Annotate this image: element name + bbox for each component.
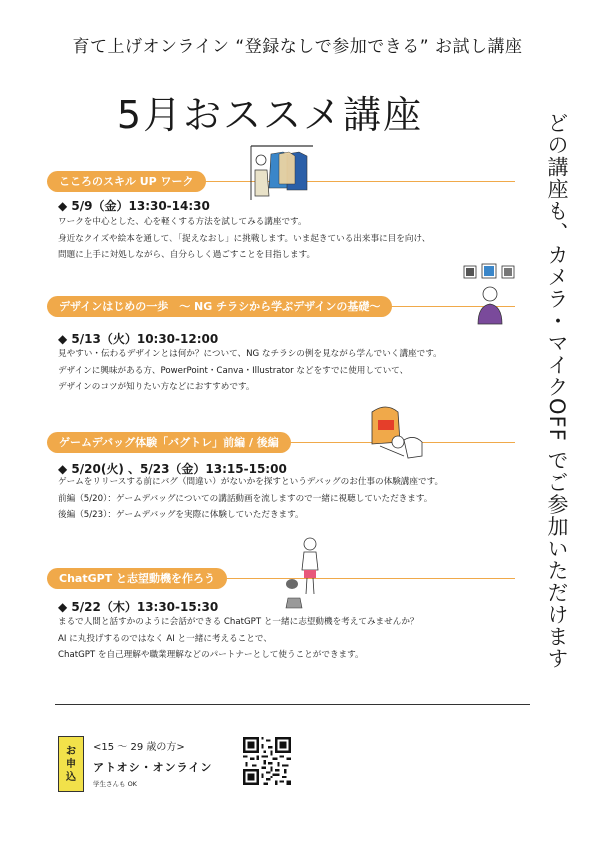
target-age: <15 ～ 29 歳の方> [93, 742, 185, 753]
apply-char-2: 申 [66, 758, 76, 770]
apply-char-3: 込 [66, 771, 76, 783]
course-3-line-1: ゲームをリリースする前にバグ（間違い）がないかを探すというデバッグのお仕事の体験講座です。 [58, 477, 444, 487]
course-2-date: ◆ 5/13（火）10:30-12:00 [58, 332, 219, 346]
course-4-title: ChatGPT と志望動機を作ろう [47, 568, 227, 589]
course-4-line-1: まるで人間と話すかのように会話ができる ChatGPT と一緒に志望動機を考えてみませんか？ [58, 617, 419, 627]
course-1-line-1: ワークを中心とした、心を軽くする方法を試してみる講座です。 [58, 217, 307, 227]
clothes-rack-illustration [243, 140, 319, 202]
course-4-description [58, 614, 419, 664]
course-2-line-2: デザインに興味がある方、PowerPoint・Canva・Illustrator などをすでに使用していて、 [58, 365, 409, 376]
course-1-line-3: 問題に上手に対処しながら、自分らしく過ごすことを目指します。 [58, 250, 316, 260]
page-subtitle: 育て上げオンライン “登録なしで参加できる” お試し講座 [72, 37, 523, 57]
organization-name: アトオシ・オンライン [93, 761, 213, 774]
course-1-title: こころのスキル UP ワーク [47, 171, 206, 192]
course-3-description [58, 474, 443, 524]
course-3-line-3: 後編（5/23）：ゲームデバッグを実際に体験していただきます。 [58, 510, 304, 520]
game-debug-illustration [368, 400, 430, 466]
apply-badge [58, 736, 84, 792]
course-2-title: デザインはじめの一歩 ～ NG チラシから学ぶデザインの基礎～ [47, 296, 392, 317]
course-4-line-3: ChatGPT を自己理解や職業理解などのパートナーとして使うことができます。 [58, 650, 364, 660]
chatgpt-person-cat-illustration [284, 536, 326, 610]
qr-code[interactable] [243, 737, 291, 785]
course-2-line-1: 見やすい・伝わるデザインとは何か？について、NG なチラシの例を見ながら学んでいく講座です。 [58, 349, 442, 359]
student-note: 学生さんも OK [93, 780, 137, 788]
course-4-line-2: AI に丸投げするのではなく AI と一緒に考えることで、 [58, 633, 272, 644]
designer-illustration [462, 262, 520, 332]
course-1-line-2: 身近なクイズや絵本を通して､「捉えなおし」に挑戦します。いま起きている出来事に目を向け、 [58, 233, 431, 244]
footer-divider [55, 704, 530, 705]
course-3-title: ゲームデバッグ体験「バグトレ」前編 / 後編 [47, 432, 291, 453]
page-title: 5月おススメ講座 [116, 93, 424, 137]
side-note: どの講座も、カメラ・マイクOFF でご参加いただけます [545, 112, 569, 670]
course-1-description [58, 214, 430, 264]
course-2-line-3: デザインのコツが知りたい方などにおすすめです。 [58, 382, 255, 392]
course-3-date: ◆ 5/20(火) 、5/23（金）13:15-15:00 [58, 462, 287, 476]
course-3-line-2: 前編（5/20）：ゲームデバッグについての講話動画を流しますので一緒に視聴していただきます。 [58, 493, 433, 504]
course-1-date: ◆ 5/9（金）13:30-14:30 [58, 199, 210, 213]
course-4-date: ◆ 5/22（木）13:30-15:30 [58, 600, 219, 614]
apply-char-1: お [66, 745, 76, 757]
course-2-description [58, 346, 442, 396]
